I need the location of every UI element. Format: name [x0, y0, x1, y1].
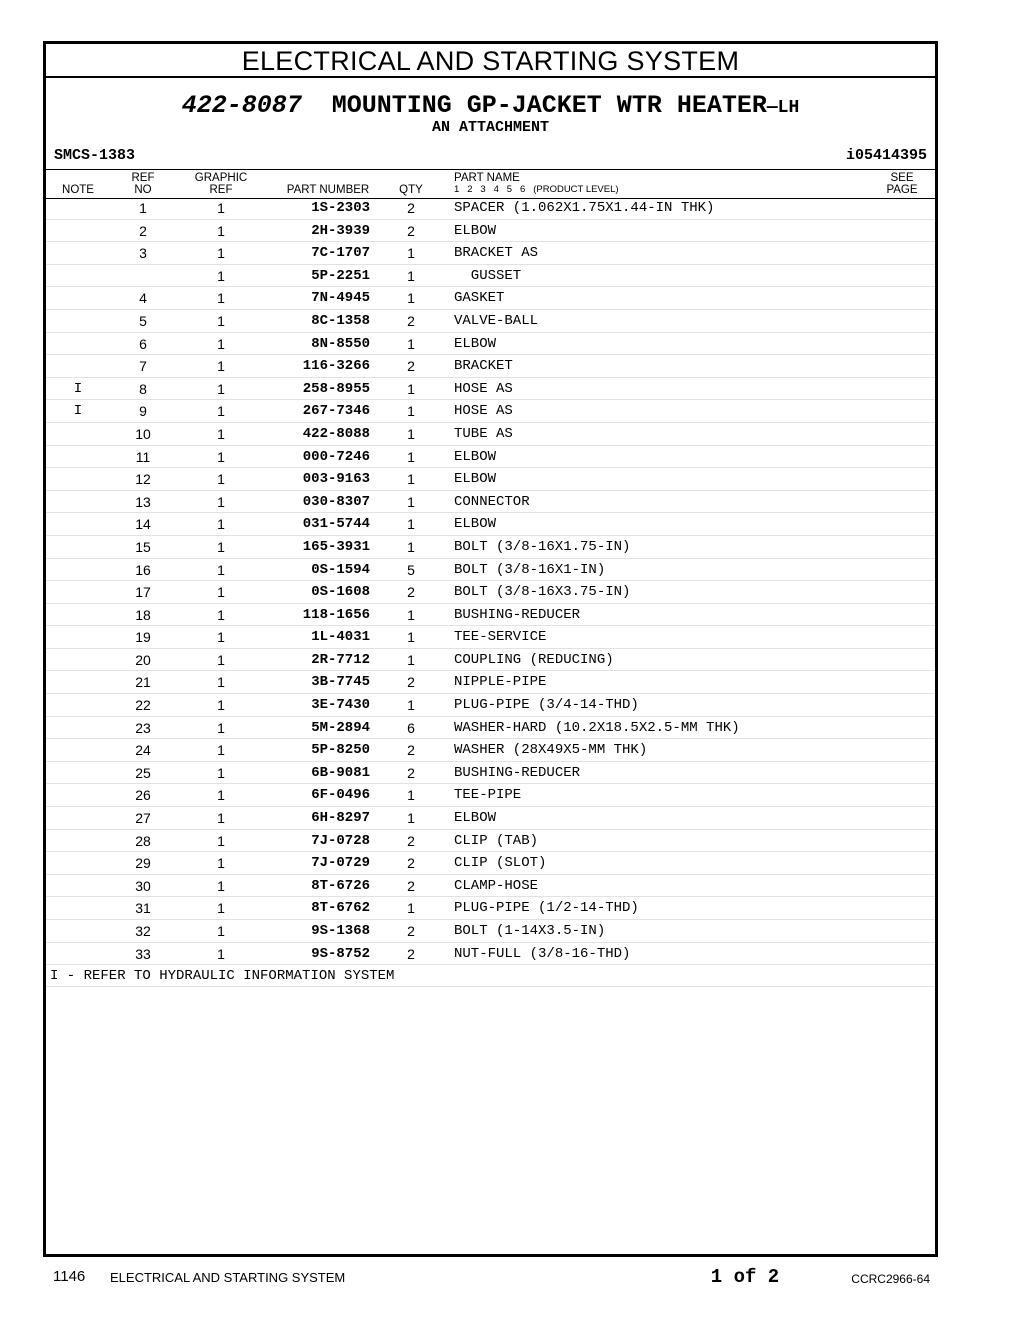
- row-part-name: WASHER (28X49X5-MM THK): [454, 742, 648, 759]
- table-row: [46, 287, 935, 310]
- row-ref-no: 30: [135, 877, 151, 894]
- table-row: [46, 400, 935, 423]
- row-part-name: GUSSET: [454, 267, 522, 284]
- row-graphic-ref: 1: [217, 471, 225, 488]
- row-ref-no: 20: [135, 651, 151, 668]
- row-part-number: 6F-0496: [311, 787, 370, 804]
- row-graphic-ref: 1: [217, 787, 225, 804]
- row-part-name: BOLT (3/8-16X1.75-IN): [454, 538, 631, 555]
- row-graphic-ref: 1: [217, 561, 225, 578]
- row-qty: 1: [407, 697, 415, 714]
- row-qty: 1: [407, 651, 415, 668]
- table-row: [46, 920, 935, 943]
- row-part-name: CLIP (SLOT): [454, 855, 547, 872]
- row-ref-no: 6: [139, 335, 147, 352]
- row-part-name: WASHER-HARD (10.2X18.5X2.5-MM THK): [454, 719, 740, 736]
- row-ref-no: 31: [135, 900, 151, 917]
- row-qty: 1: [407, 425, 415, 442]
- row-part-number: 116-3266: [302, 358, 370, 375]
- assembly-heading: [46, 91, 935, 120]
- row-ref-no: 19: [135, 629, 151, 646]
- table-row: [46, 559, 935, 582]
- row-qty: 1: [407, 471, 415, 488]
- row-part-number: 031-5744: [302, 516, 370, 533]
- row-graphic-ref: 1: [217, 425, 225, 442]
- footnote-row: [46, 965, 935, 987]
- row-graphic-ref: 1: [217, 584, 225, 601]
- row-part-name: PLUG-PIPE (1/2-14-THD): [454, 900, 639, 917]
- row-part-number: 5P-8250: [311, 742, 370, 759]
- row-part-number: 1S-2303: [311, 200, 370, 216]
- row-part-name: BUSHING-REDUCER: [454, 606, 581, 623]
- header-see-bottom: PAGE: [886, 184, 918, 196]
- row-part-number: 000-7246: [302, 448, 370, 465]
- row-qty: 1: [407, 493, 415, 510]
- row-ref-no: 25: [135, 764, 151, 781]
- table-row: [46, 265, 935, 288]
- table-row: [46, 491, 935, 514]
- row-part-name: BRACKET: [454, 358, 513, 375]
- row-graphic-ref: 1: [217, 358, 225, 375]
- row-part-name: BOLT (3/8-16X1-IN): [454, 561, 606, 578]
- row-part-name: NUT-FULL (3/8-16-THD): [454, 945, 631, 962]
- row-ref-no: 12: [135, 471, 151, 488]
- row-graphic-ref: 1: [217, 877, 225, 894]
- row-graphic-ref: 1: [217, 651, 225, 668]
- footer-code: CCRC2966-64: [851, 1272, 930, 1286]
- row-qty: 2: [407, 222, 415, 239]
- row-graphic-ref: 1: [217, 290, 225, 307]
- table-row: [46, 626, 935, 649]
- table-row: [46, 197, 935, 220]
- row-qty: 1: [407, 900, 415, 917]
- header-graphic-top: GRAPHIC: [194, 172, 248, 184]
- section-title: ELECTRICAL AND STARTING SYSTEM: [46, 44, 935, 78]
- row-part-number: 2R-7712: [311, 651, 370, 668]
- row-part-number: 3E-7430: [311, 697, 370, 714]
- row-part-number: 5M-2894: [311, 719, 370, 736]
- row-part-name: HOSE AS: [454, 403, 513, 420]
- row-graphic-ref: 1: [217, 742, 225, 759]
- row-qty: 1: [407, 267, 415, 284]
- assembly-title: MOUNTING GP-JACKET WTR HEATER: [331, 91, 767, 120]
- row-graphic-ref: 1: [217, 855, 225, 872]
- table-row: [46, 604, 935, 627]
- row-part-number: 7J-0729: [311, 855, 370, 872]
- row-part-name: VALVE-BALL: [454, 312, 539, 329]
- row-ref-no: 11: [135, 448, 151, 465]
- row-qty: 1: [407, 290, 415, 307]
- table-row: [46, 852, 935, 875]
- row-graphic-ref: 1: [217, 810, 225, 827]
- table-row: [46, 423, 935, 446]
- row-ref-no: 10: [135, 425, 151, 442]
- row-part-number: 6H-8297: [311, 810, 370, 827]
- header-part-name: PART NAME: [454, 172, 520, 184]
- row-note: I: [73, 380, 83, 397]
- row-ref-no: 8: [139, 380, 147, 397]
- row-qty: 2: [407, 200, 415, 216]
- row-part-name: BRACKET AS: [454, 245, 539, 262]
- row-ref-no: 2: [139, 222, 147, 239]
- row-part-name: ELBOW: [454, 448, 497, 465]
- row-part-number: 003-9163: [302, 471, 370, 488]
- assembly-title-suffix: —LH: [766, 98, 800, 118]
- row-ref-no: 24: [135, 742, 151, 759]
- row-graphic-ref: 1: [217, 380, 225, 397]
- row-part-name: ELBOW: [454, 516, 497, 533]
- row-qty: 1: [407, 448, 415, 465]
- row-part-name: BOLT (1-14X3.5-IN): [454, 923, 606, 939]
- row-ref-no: 21: [135, 674, 151, 691]
- row-part-number: 7J-0728: [311, 832, 370, 849]
- assembly-part-number: 422-8087: [181, 91, 302, 120]
- table-row: [46, 355, 935, 378]
- row-graphic-ref: 1: [217, 222, 225, 239]
- row-graphic-ref: 1: [217, 923, 225, 939]
- header-qty: QTY: [399, 184, 423, 196]
- row-part-name: CLIP (TAB): [454, 832, 539, 849]
- row-ref-no: 28: [135, 832, 151, 849]
- row-ref-no: 14: [135, 516, 151, 533]
- row-graphic-ref: 1: [217, 719, 225, 736]
- row-part-number: 8C-1358: [311, 312, 370, 329]
- row-ref-no: 29: [135, 855, 151, 872]
- table-row: [46, 310, 935, 333]
- row-qty: 1: [407, 380, 415, 397]
- row-qty: 2: [407, 832, 415, 849]
- row-qty: 1: [407, 245, 415, 262]
- row-graphic-ref: 1: [217, 945, 225, 962]
- row-part-number: 3B-7745: [311, 674, 370, 691]
- row-graphic-ref: 1: [217, 832, 225, 849]
- row-graphic-ref: 1: [217, 538, 225, 555]
- table-row: [46, 830, 935, 853]
- row-part-name: PLUG-PIPE (3/4-14-THD): [454, 697, 639, 714]
- row-ref-no: 32: [135, 923, 151, 939]
- row-qty: 5: [407, 561, 415, 578]
- row-part-number: 8T-6726: [311, 877, 370, 894]
- row-part-number: 7C-1707: [311, 245, 370, 262]
- row-graphic-ref: 1: [217, 606, 225, 623]
- row-part-name: ELBOW: [454, 335, 497, 352]
- row-ref-no: 33: [135, 945, 151, 962]
- row-part-number: 258-8955: [302, 380, 370, 397]
- row-qty: 1: [407, 629, 415, 646]
- row-part-number: 9S-1368: [311, 923, 370, 939]
- table-row: [46, 739, 935, 762]
- row-part-number: 0S-1594: [311, 561, 370, 578]
- row-ref-no: 4: [139, 290, 147, 307]
- row-graphic-ref: 1: [217, 674, 225, 691]
- row-ref-no: 7: [139, 358, 147, 375]
- footer-section: ELECTRICAL AND STARTING SYSTEM: [110, 1270, 346, 1285]
- row-part-name: CLAMP-HOSE: [454, 877, 539, 894]
- row-graphic-ref: 1: [217, 245, 225, 262]
- table-row: [46, 536, 935, 559]
- row-ref-no: 9: [139, 403, 147, 420]
- row-part-name: CONNECTOR: [454, 493, 530, 510]
- row-part-name: ELBOW: [454, 222, 497, 239]
- row-qty: 2: [407, 877, 415, 894]
- row-part-number: 030-8307: [302, 493, 370, 510]
- table-row: [46, 784, 935, 807]
- row-part-number: 118-1656: [302, 606, 370, 623]
- row-graphic-ref: 1: [217, 697, 225, 714]
- table-row: [46, 468, 935, 491]
- row-part-name: TEE-SERVICE: [454, 629, 547, 646]
- table-row: [46, 762, 935, 785]
- row-ref-no: 1: [139, 200, 147, 216]
- page-frame: [43, 41, 938, 1257]
- row-graphic-ref: 1: [217, 200, 225, 216]
- header-ref-top: REF: [131, 172, 155, 184]
- row-qty: 2: [407, 358, 415, 375]
- footnote-text: I - REFER TO HYDRAULIC INFORMATION SYSTEM: [50, 968, 395, 985]
- row-part-number: 165-3931: [302, 538, 370, 555]
- row-ref-no: 15: [135, 538, 151, 555]
- row-part-number: 267-7346: [302, 403, 370, 420]
- table-row: [46, 671, 935, 694]
- row-ref-no: 22: [135, 697, 151, 714]
- row-graphic-ref: 1: [217, 516, 225, 533]
- row-qty: 2: [407, 764, 415, 781]
- row-qty: 1: [407, 403, 415, 420]
- row-graphic-ref: 1: [217, 629, 225, 646]
- row-part-name: BUSHING-REDUCER: [454, 764, 581, 781]
- table-row: [46, 717, 935, 740]
- table-row: [46, 649, 935, 672]
- row-qty: 2: [407, 855, 415, 872]
- assembly-subtitle: AN ATTACHMENT: [431, 119, 550, 136]
- table-row: [46, 943, 935, 966]
- row-qty: 2: [407, 945, 415, 962]
- parts-table-body: [46, 197, 935, 987]
- table-row: [46, 897, 935, 920]
- table-row: [46, 694, 935, 717]
- row-qty: 2: [407, 923, 415, 939]
- header-see-top: SEE: [890, 172, 914, 184]
- row-graphic-ref: 1: [217, 267, 225, 284]
- row-qty: 1: [407, 516, 415, 533]
- table-row: [46, 875, 935, 898]
- row-qty: 2: [407, 742, 415, 759]
- row-part-name: NIPPLE-PIPE: [454, 674, 547, 691]
- row-qty: 2: [407, 584, 415, 601]
- row-graphic-ref: 1: [217, 448, 225, 465]
- row-graphic-ref: 1: [217, 900, 225, 917]
- row-part-number: 1L-4031: [311, 629, 370, 646]
- header-ref-bottom: NO: [134, 184, 152, 196]
- row-part-number: 422-8088: [302, 425, 370, 442]
- table-header: [46, 169, 935, 199]
- row-part-name: BOLT (3/8-16X3.75-IN): [454, 584, 631, 601]
- row-part-number: 6B-9081: [311, 764, 370, 781]
- smcs-code: SMCS-1383: [54, 147, 136, 164]
- header-note: NOTE: [62, 184, 94, 196]
- table-row: [46, 581, 935, 604]
- row-part-name: GASKET: [454, 290, 505, 307]
- row-part-number: 8N-8550: [311, 335, 370, 352]
- row-ref-no: 18: [135, 606, 151, 623]
- footer-page-number: 1146: [53, 1268, 86, 1285]
- row-graphic-ref: 1: [217, 764, 225, 781]
- row-graphic-ref: 1: [217, 312, 225, 329]
- row-part-number: 5P-2251: [311, 267, 370, 284]
- row-graphic-ref: 1: [217, 493, 225, 510]
- row-qty: 6: [407, 719, 415, 736]
- row-ref-no: 16: [135, 561, 151, 578]
- header-graphic-bottom: REF: [209, 184, 233, 196]
- row-qty: 2: [407, 674, 415, 691]
- row-part-number: 0S-1608: [311, 584, 370, 601]
- row-part-name: SPACER (1.062X1.75X1.44-IN THK): [454, 200, 715, 216]
- table-row: [46, 378, 935, 401]
- row-part-name: TEE-PIPE: [454, 787, 522, 804]
- row-qty: 1: [407, 787, 415, 804]
- row-qty: 1: [407, 538, 415, 555]
- row-part-number: 8T-6762: [311, 900, 370, 917]
- row-graphic-ref: 1: [217, 403, 225, 420]
- table-row: [46, 242, 935, 265]
- header-product-levels: 1 2 3 4 5 6 (PRODUCT LEVEL): [454, 184, 619, 195]
- row-ref-no: 5: [139, 312, 147, 329]
- row-part-number: 7N-4945: [311, 290, 370, 307]
- row-part-number: 2H-3939: [311, 222, 370, 239]
- row-ref-no: 23: [135, 719, 151, 736]
- row-qty: 2: [407, 312, 415, 329]
- table-row: [46, 333, 935, 356]
- row-part-name: ELBOW: [454, 810, 497, 827]
- row-part-name: TUBE AS: [454, 425, 513, 442]
- document-ident: i05414395: [845, 147, 927, 164]
- table-row: [46, 513, 935, 536]
- row-part-number: 9S-8752: [311, 945, 370, 962]
- row-part-name: HOSE AS: [454, 380, 513, 397]
- row-qty: 1: [407, 810, 415, 827]
- row-qty: 1: [407, 606, 415, 623]
- row-ref-no: 26: [135, 787, 151, 804]
- row-part-name: ELBOW: [454, 471, 497, 488]
- footer-page-of: 1 of 2: [710, 1266, 780, 1288]
- row-part-name: COUPLING (REDUCING): [454, 651, 614, 668]
- table-row: [46, 807, 935, 830]
- row-note: I: [73, 403, 83, 420]
- row-ref-no: 17: [135, 584, 151, 601]
- row-ref-no: 13: [135, 493, 151, 510]
- row-graphic-ref: 1: [217, 335, 225, 352]
- row-qty: 1: [407, 335, 415, 352]
- row-ref-no: 3: [139, 245, 147, 262]
- header-part-number: PART NUMBER: [286, 184, 370, 196]
- table-row: [46, 446, 935, 469]
- row-ref-no: 27: [135, 810, 151, 827]
- table-row: [46, 220, 935, 243]
